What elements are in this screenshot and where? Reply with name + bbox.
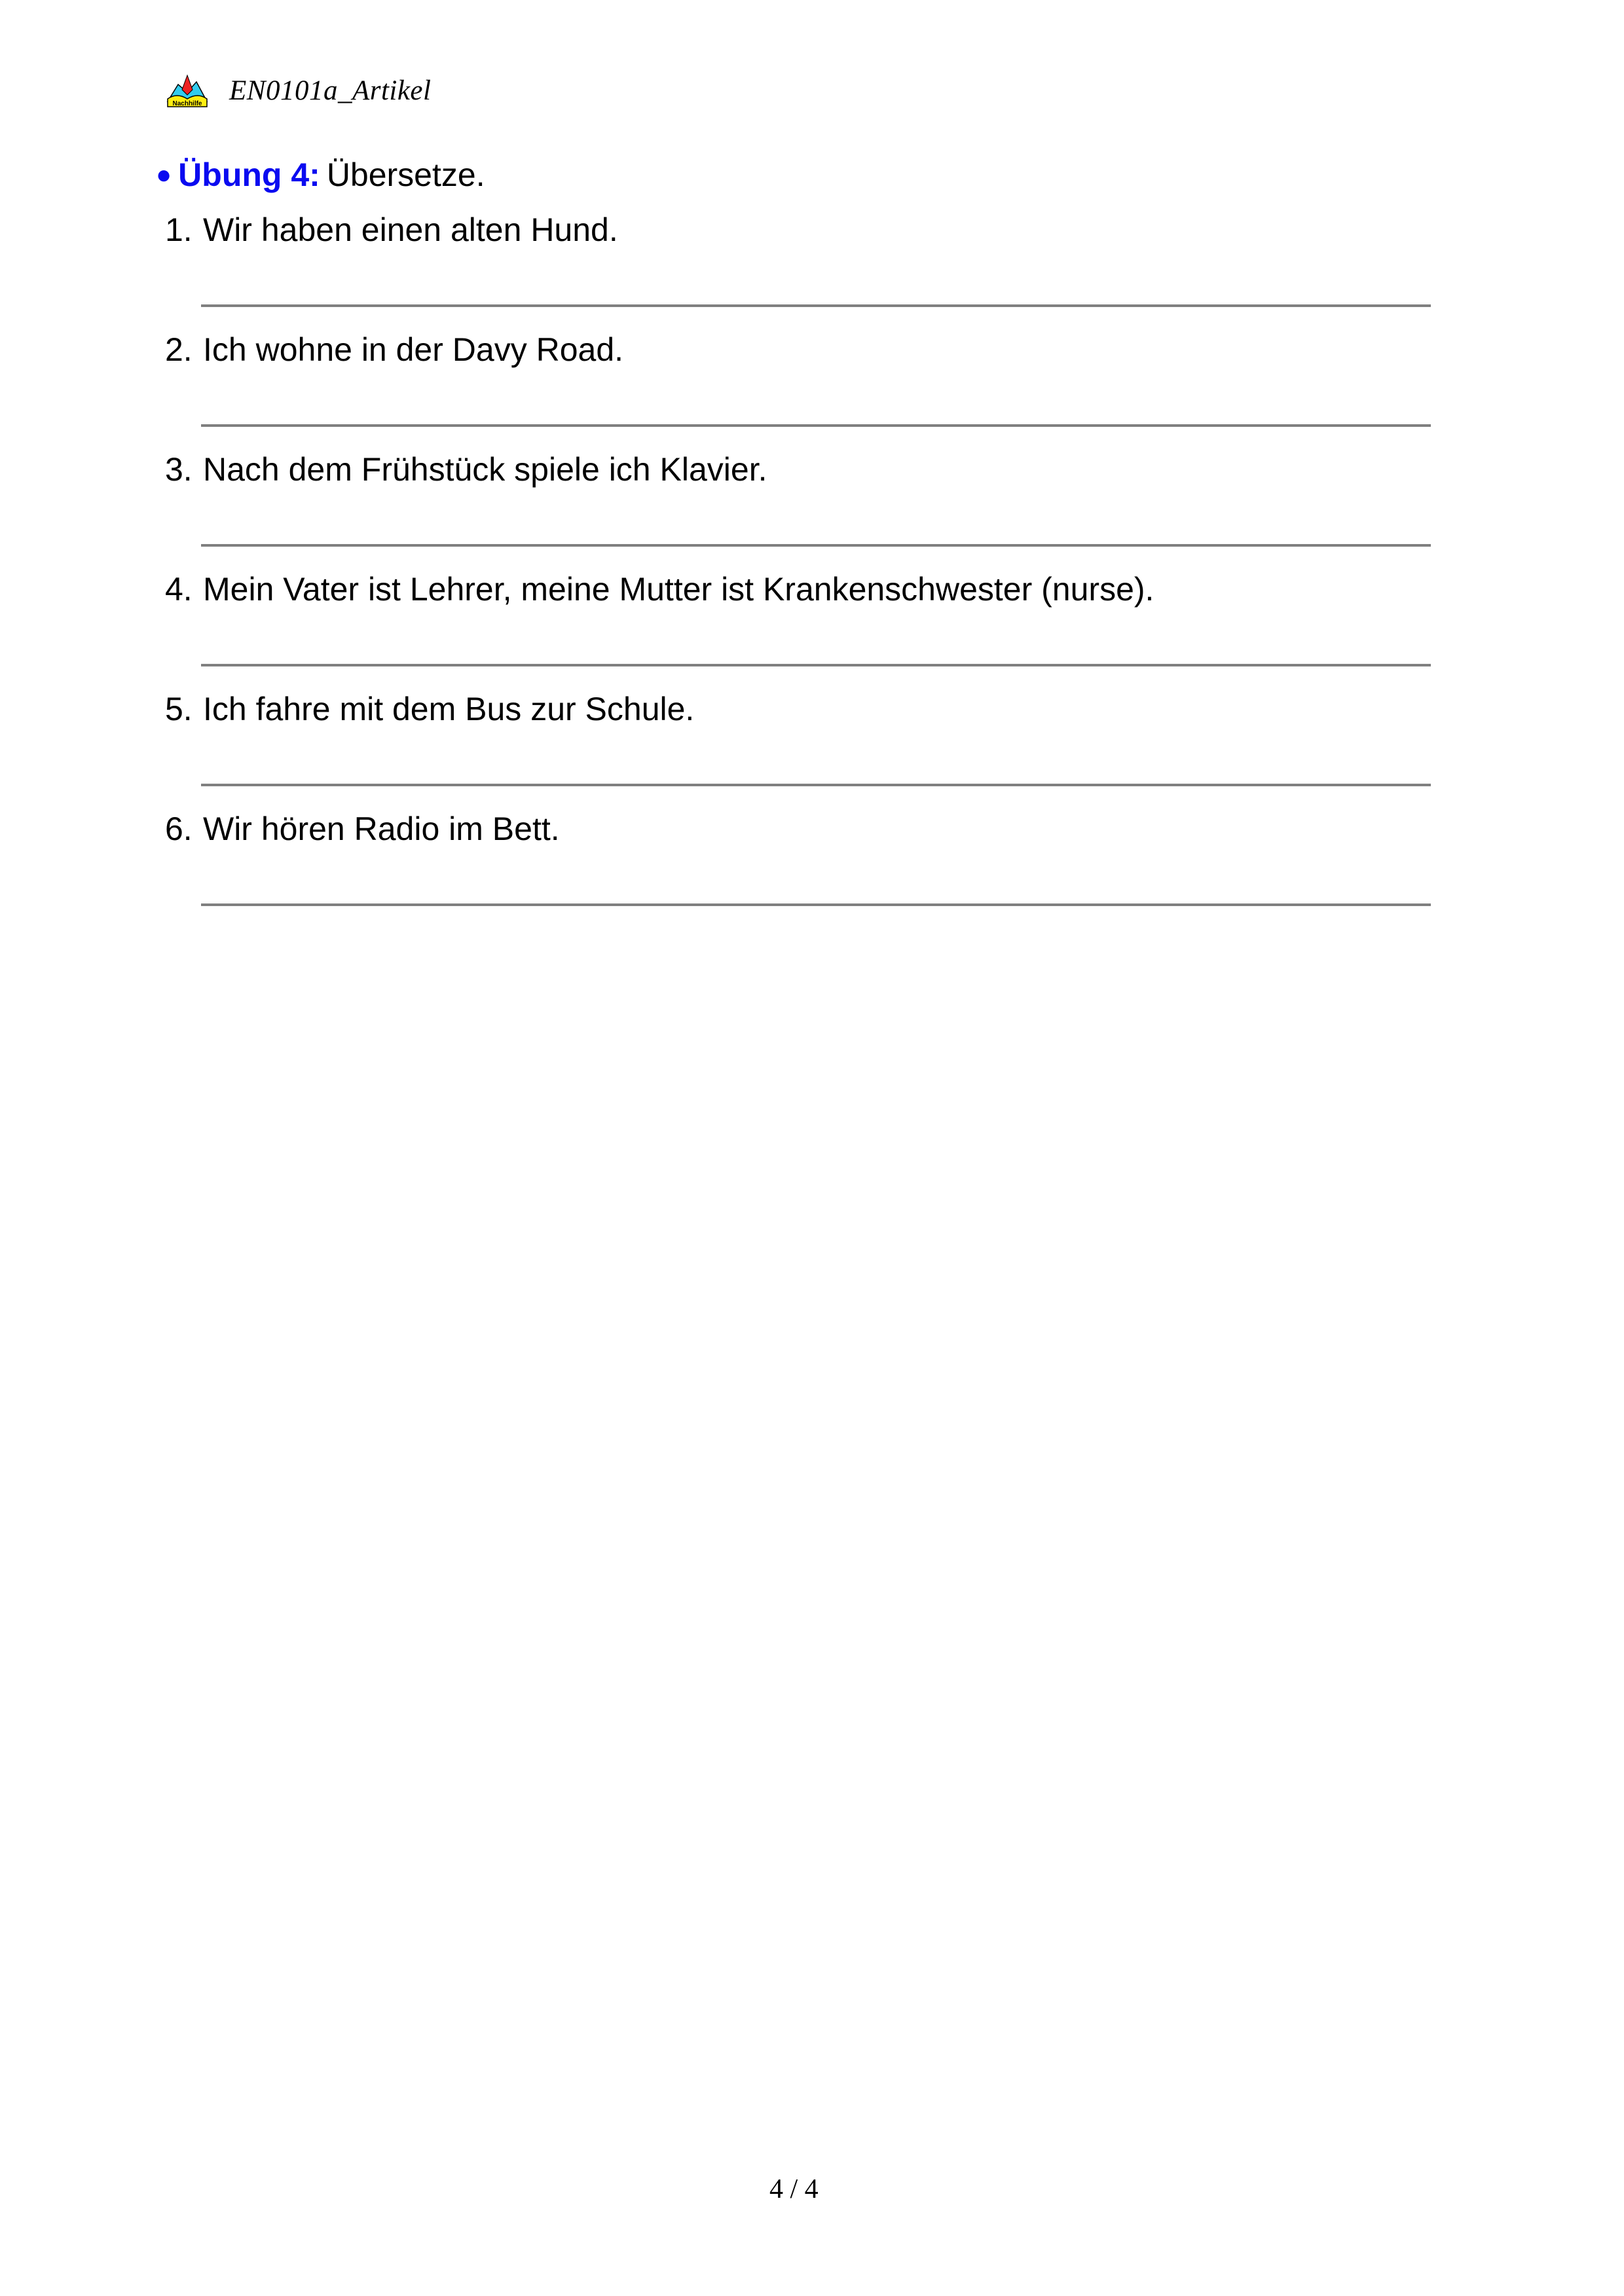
item-sentence: Wir hören Radio im Bett.	[203, 811, 560, 847]
exercise-item	[165, 806, 560, 852]
answer-line-4[interactable]	[201, 664, 1431, 666]
exercise-item	[165, 566, 1154, 612]
item-number: 5.	[165, 691, 193, 727]
exercise-item	[165, 446, 767, 492]
item-number: 1.	[165, 211, 193, 248]
item-number: 6.	[165, 811, 193, 847]
page-header	[166, 71, 431, 110]
nachhilfe-logo-icon	[166, 73, 208, 108]
item-number: 2.	[165, 331, 193, 368]
exercise-heading	[156, 152, 485, 200]
item-sentence: Ich wohne in der Davy Road.	[203, 331, 624, 368]
item-sentence: Nach dem Frühstück spiele ich Klavier.	[203, 451, 767, 488]
bullet-icon: ●	[156, 160, 172, 189]
exercise-item	[165, 207, 618, 253]
item-sentence: Wir haben einen alten Hund.	[203, 211, 618, 248]
item-sentence: Ich fahre mit dem Bus zur Schule.	[203, 691, 695, 727]
item-number: 4.	[165, 571, 193, 608]
exercise-label: Übung 4:	[178, 156, 320, 193]
item-number: 3.	[165, 451, 193, 488]
answer-line-3[interactable]	[201, 544, 1431, 547]
svg-text:Nachhilfe: Nachhilfe	[172, 100, 202, 107]
exercise-item	[165, 686, 694, 732]
answer-line-1[interactable]	[201, 304, 1431, 307]
answer-line-2[interactable]	[201, 424, 1431, 427]
page-number: 4 / 4	[769, 2174, 819, 2204]
answer-line-6[interactable]	[201, 903, 1431, 906]
exercise-instruction: Übersetze.	[326, 156, 485, 193]
document-title: EN0101a_Artikel	[229, 75, 432, 106]
exercise-item	[165, 327, 623, 373]
answer-line-5[interactable]	[201, 784, 1431, 786]
item-sentence: Mein Vater ist Lehrer, meine Mutter ist Krankenschwester (nurse).	[203, 571, 1154, 608]
